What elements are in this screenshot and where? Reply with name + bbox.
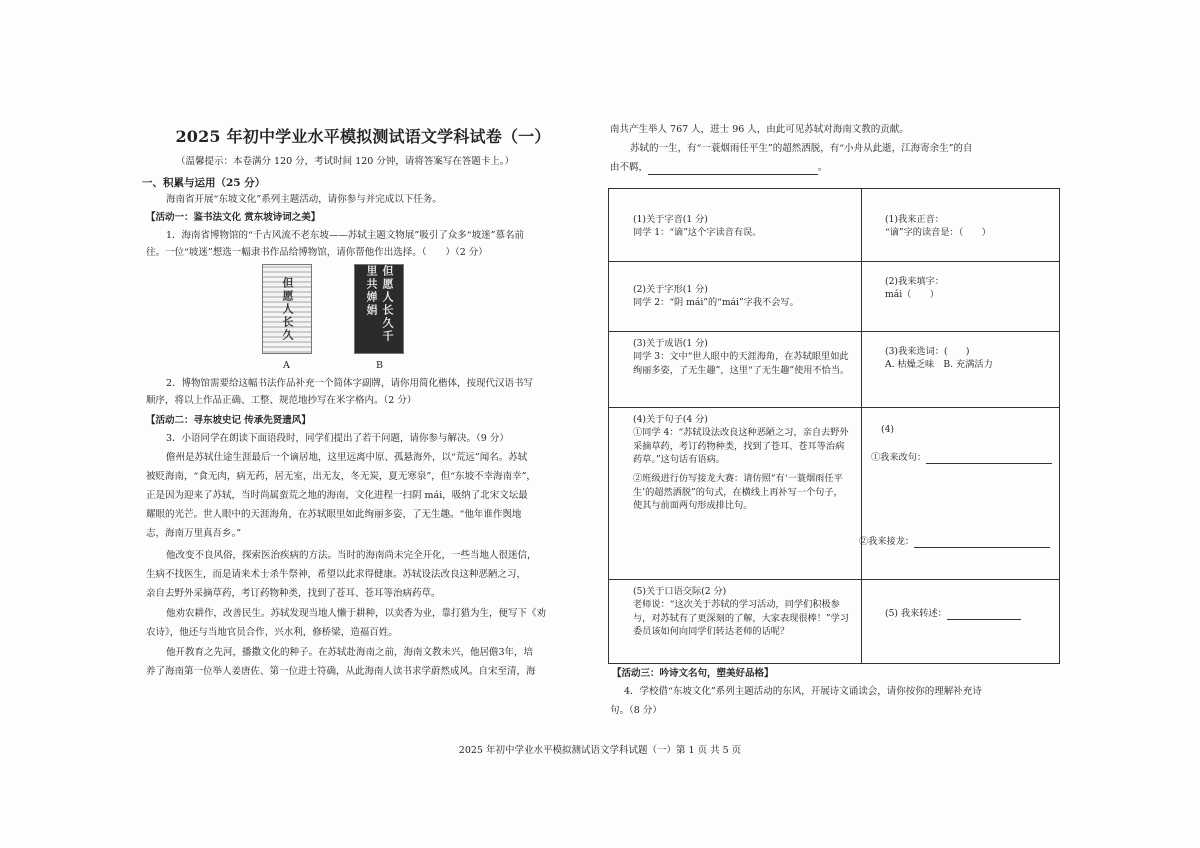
- passage-line: 亲自去野外采摘草药，考订药物种类，找到了苍耳、苍耳等治病药草。: [146, 588, 441, 599]
- question-2-line-2: 顺序，将以上作品正确、工整、规范地抄写在米字格内。（2 分）: [146, 395, 417, 406]
- table-cell-a3: [885, 345, 1055, 372]
- table-cell-q3: [633, 337, 851, 377]
- cell-title: (2)关于字形(1 分): [633, 284, 708, 295]
- table-divider: [609, 579, 1059, 580]
- passage-line: 生病不找医生，而是请来术士杀牛祭神，希望以此求得健康。苏轼设法改良这种恶陋之习，: [146, 569, 527, 580]
- answer-blank[interactable]: [648, 164, 818, 175]
- rewrite-label: ①我来改句：: [871, 452, 927, 463]
- passage-line: 他劝农耕作，改善民生。苏轼发现当地人懒于耕种，以卖香为业，靠打猎为生，便写下《劝: [166, 608, 547, 619]
- cell-body: 老师说：“这次关于苏轼的学习活动，同学们积极参与，对苏轼有了更深刻的了解，大家表现很棒！”学习委员该如何向同学们转达老师的话呢？: [633, 599, 850, 638]
- passage-line-text: 由不羁，: [610, 162, 649, 173]
- calligraphy-b-text: 但愿人长久千里共婵娟: [365, 265, 394, 343]
- cell-title: (5) 我来转述：: [885, 608, 947, 619]
- table-divider: [609, 407, 1059, 408]
- continue-blank[interactable]: [914, 537, 1050, 548]
- question-1-line-2: 往。一位“坡迷”想选一幅隶书作品给博物馆，请你帮他作出选择。（ ）（2 分）: [146, 247, 488, 258]
- cell-body: “谪”字的读音是：（ ）: [885, 227, 991, 239]
- cell-body: A. 枯燥乏味 B. 充满活力: [885, 359, 993, 371]
- table-cell-q1: [633, 213, 851, 240]
- passage-line: 儋州是苏轼仕途生涯最后一个谪居地，这里远离中原、孤悬海外，以“荒远”闻名。苏轼: [166, 452, 528, 463]
- rewrite-blank[interactable]: [926, 453, 1052, 464]
- passage-line: 他开教育之先河，播撒文化的种子。在苏轼赴海南之前，海南文教未兴，他居儋3年，培: [166, 647, 534, 658]
- table-cell-q4: [633, 413, 851, 512]
- image-a-label: A: [283, 360, 290, 371]
- passage-line: 志，海南万里真吾乡。”: [146, 528, 242, 539]
- passage-line: 正是因为迎来了苏轼，当时尚属蛮荒之地的海南，文化进程一扫阴 mái，吸纳了北宋文坛最: [146, 490, 528, 501]
- passage-line: 由不羁， 。: [610, 162, 828, 173]
- image-b-label: B: [376, 360, 383, 371]
- retell-blank[interactable]: [947, 609, 1021, 620]
- cell-body: 同学 1：“谪”这个字读音有误。: [633, 227, 762, 239]
- continue-label: ②我来接龙：: [859, 536, 915, 547]
- passage-line: 南共产生举人 767 人，进士 96 人，由此可见苏轼对海南文教的贡献。: [610, 124, 909, 135]
- page-title: 2025 年初中学业水平模拟测试语文学科试卷（一）: [175, 127, 551, 146]
- passage-line: 被贬海南，“食无肉，病无药，居无室，出无友，冬无炭，夏无寒泉”，但“东坡不幸海南幸”，: [146, 471, 536, 482]
- table-divider: [609, 261, 1059, 262]
- cell-title: (4)关于句子(4 分): [633, 414, 708, 425]
- cell-title: (5)关于口语交际(2 分): [633, 586, 727, 597]
- question-3: 3．小语同学在朗读下面语段时，同学们提出了若干问题，请你参与解决。（9 分）: [166, 433, 509, 444]
- activity-1-heading: 【活动一：鉴书法文化 赏东坡诗词之美】: [146, 212, 321, 223]
- table-cell-a5: [885, 607, 1055, 620]
- calligraphy-image-a: [262, 264, 312, 354]
- cell-title: (1)关于字音(1 分): [633, 214, 708, 225]
- cell-title: (3)我来选词：( ): [885, 346, 970, 357]
- section-heading: 一、积累与运用（25 分）: [142, 177, 266, 189]
- cell-body: 同学 3：文中“世人眼中的天涯海角，在苏轼眼里如此绚丽多姿，了无生趣”，这里“了无生趣”使用不恰当。: [633, 351, 850, 376]
- passage-line: 农诗》，他还与当地官员合作，兴水利，修桥梁，造福百姓。: [146, 627, 398, 638]
- table-cell-q2: [633, 283, 851, 310]
- table-divider: [609, 331, 1059, 332]
- page-footer: 2025 年初中学业水平模拟测试语文学科试题（一）第 1 页 共 5 页: [458, 745, 742, 756]
- question-4-line-1: 4．学校借“东坡文化”系列主题活动的东风，开展诗文诵读会，请你按你的理解补充诗: [624, 686, 982, 697]
- exam-tip: （温馨提示：本卷满分 120 分，考试时间 120 分钟，请将答案写在答题卡上。）: [176, 156, 515, 167]
- cell-body: ①同学 4：“苏轼设法改良这种恶陋之习，亲自去野外采摘草药，考订药物种类，找到了苍耳、苍耳等治病药草。”这句话有语病。: [633, 427, 849, 466]
- question-2-line-1: 2．博物馆需要给这幅书法作品补充一个简体字副牌，请你用简化楷体，按现代汉语书写: [166, 378, 534, 389]
- cell-body: mái（ ）: [885, 289, 939, 301]
- table-cell-a1: [885, 213, 1055, 240]
- activity-2-heading: 【活动二：寻东坡史记 传承先贤遗风】: [146, 415, 311, 426]
- passage-line: 耀眼的光芒。世人眼中的天涯海角，在苏轼眼里如此绚丽多姿，了无生趣。“他年谁作舆地: [146, 509, 522, 520]
- passage-line: 他改变不良风俗，探索医治疾病的方法。当时的海南尚未完全开化，一些当地人很迷信，: [166, 550, 537, 561]
- question-table: [608, 188, 1060, 664]
- table-cell-a4: [881, 423, 1051, 436]
- activity-3-heading: 【活动三：吟诗文名句，塑美好品格】: [612, 668, 774, 679]
- rewrite-answer: [871, 451, 1061, 464]
- intro-text: 海南省开展“东坡文化”系列主题活动，请你参与并完成以下任务。: [166, 194, 442, 205]
- passage-line: 苏轼的一生，有“一蓑烟雨任平生”的超然洒脱，有“小舟从此逝，江海寄余生”的自: [630, 143, 973, 154]
- cell-body: ②班级进行仿写接龙大赛：请仿照“有‘一蓑烟雨任平生’的超然洒脱”的句式，在横线上再补写一个句子，使其与前面两句形成排比句。: [633, 473, 843, 512]
- calligraphy-image-b: [354, 264, 404, 354]
- continue-answer: [859, 535, 1059, 548]
- cell-title: (4): [881, 424, 895, 435]
- cell-body: 同学 2：“阴 mái”的“mái”字我不会写。: [633, 297, 799, 309]
- table-cell-a2: [885, 275, 1055, 302]
- passage-line: 养了海南第一位举人姜唐佐、第一位进士符确，从此海南人读书求学蔚然成风。自宋至清，海: [146, 666, 536, 677]
- question-4-line-2: 句。（8 分）: [610, 705, 662, 716]
- table-cell-q5: [633, 585, 851, 638]
- cell-title: (3)关于成语(1 分): [633, 338, 708, 349]
- question-1-line-1: 1．海南省博物馆的“千古风流不老东坡——苏轼主题文物展”吸引了众多“坡迷”慕名前: [166, 230, 524, 241]
- cell-title: (2)我来填字：: [885, 276, 944, 287]
- cell-title: (1)我来正音：: [885, 214, 944, 225]
- calligraphy-a-text: 但愿人长久: [281, 276, 294, 342]
